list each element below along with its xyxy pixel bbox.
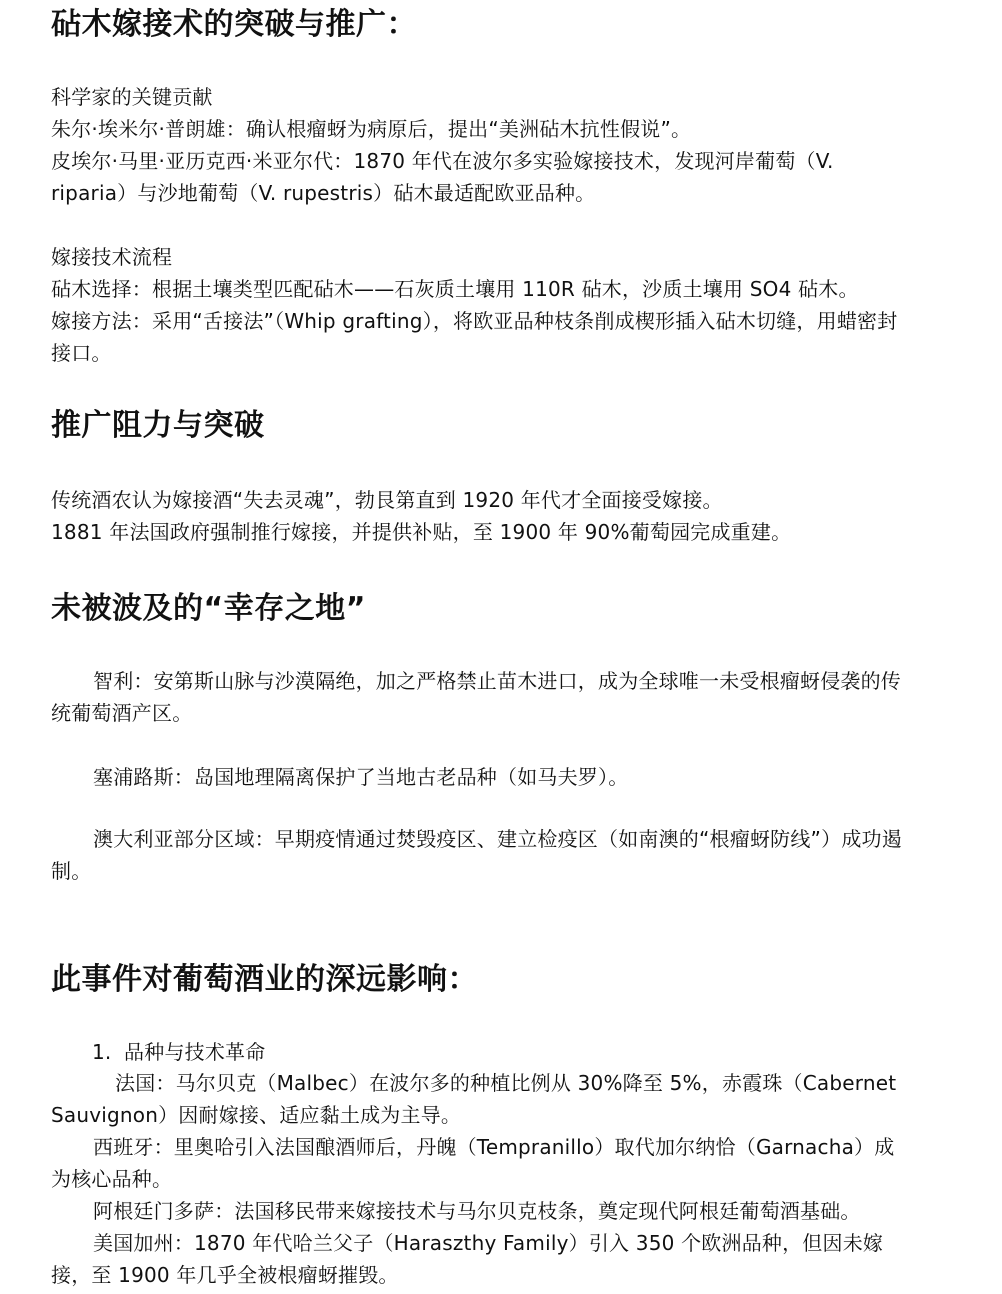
paragraph-grafting-method: 嫁接方法：采用“舌接法”（Whip grafting），将欧亚品种枝条削成楔形插入砧木切缝，用蜡密封接口。 <box>51 309 898 365</box>
paragraph-chile: 智利：安第斯山脉与沙漠隔绝，加之严格禁止苗木进口，成为全球唯一未受根瘤蚜侵袭的传统葡萄酒产区。 <box>51 669 901 725</box>
paragraph-cyprus: 塞浦路斯：岛国地理隔离保护了当地古老品种（如马夫罗）。 <box>93 765 629 789</box>
section-heading-resistance: 推广阻力与突破 <box>51 408 265 443</box>
section-heading-impact: 此事件对葡萄酒业的深远影响： <box>51 962 478 997</box>
paragraph-planchon: 朱尔·埃米尔·普朗雄：确认根瘤蚜为病原后，提出“美洲砧木抗性假说”。 <box>51 117 692 141</box>
paragraph-argentina: 阿根廷门多萨：法国移民带来嫁接技术与马尔贝克枝条，奠定现代阿根廷葡萄酒基础。 <box>93 1199 861 1223</box>
paragraph-government-mandate: 1881 年法国政府强制推行嫁接，并提供补贴，至 1900 年 90%葡萄园完成重建。 <box>51 520 792 544</box>
paragraph-spain: 西班牙：里奥哈引入法国酿酒师后，丹魄（Tempranillo）取代加尔纳恰（Garnacha）成为核心品种。 <box>51 1135 895 1191</box>
paragraph-millardet: 皮埃尔·马里·亚历克西·米亚尔代：1870 年代在波尔多实验嫁接技术，发现河岸葡萄（V. riparia）与沙地葡萄（V. rupestris）砧木最适配欧亚品种。 <box>51 149 834 205</box>
section-heading-grafting: 砧木嫁接术的突破与推广： <box>51 7 417 42</box>
paragraph-traditional-growers: 传统酒农认为嫁接酒“失去灵魂”，勃艮第直到 1920 年代才全面接受嫁接。 <box>51 488 723 512</box>
list-item-title: 品种与技术革命 <box>124 1040 266 1064</box>
section-heading-survivors: 未被波及的“幸存之地” <box>51 591 366 626</box>
paragraph-rootstock-selection: 砧木选择：根据土壤类型匹配砧木——石灰质土壤用 110R 砧木，沙质土壤用 SO4 砧木。 <box>51 277 859 301</box>
list-item-number: 1. <box>92 1040 112 1064</box>
subheading-grafting-process: 嫁接技术流程 <box>51 245 173 269</box>
paragraph-australia: 澳大利亚部分区域：早期疫情通过焚毁疫区、建立检疫区（如南澳的“根瘤蚜防线”）成功遏制。 <box>51 827 902 883</box>
paragraph-france: 法国：马尔贝克（Malbec）在波尔多的种植比例从 30%降至 5%，赤霞珠（Cabernet Sauvignon）因耐嫁接、适应黏土成为主导。 <box>51 1071 897 1127</box>
paragraph-california: 美国加州：1870 年代哈兰父子（Haraszthy Family）引入 350 个欧洲品种，但因未嫁接，至 1900 年几乎全被根瘤蚜摧毁。 <box>51 1231 884 1287</box>
subheading-scientists: 科学家的关键贡献 <box>51 85 213 109</box>
list-item-varieties <box>92 1036 892 1068</box>
